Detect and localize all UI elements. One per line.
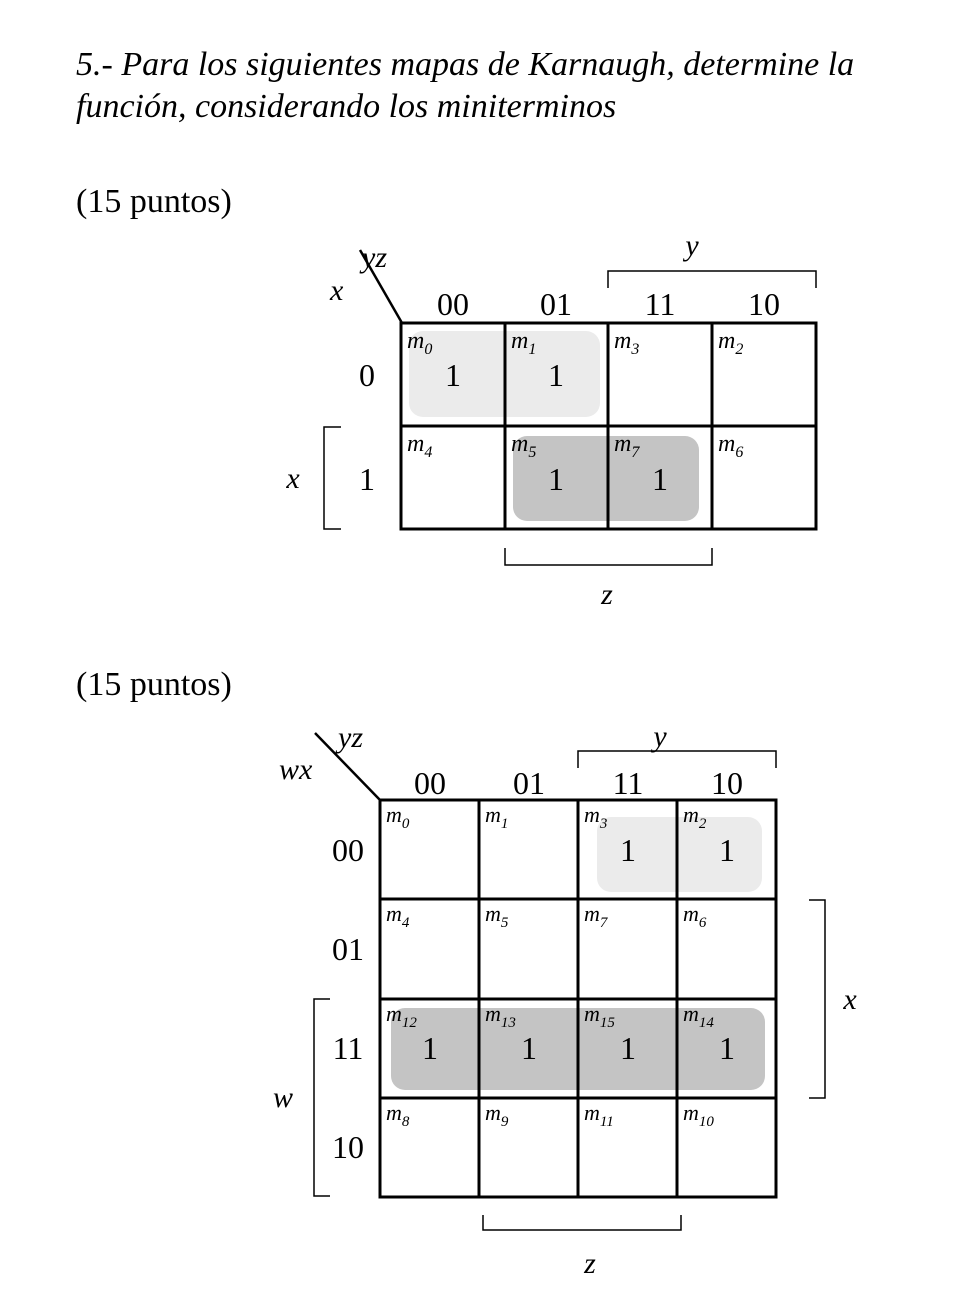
map1-cell-value: 1 [548,461,564,497]
map1-cell-value: 1 [548,357,564,393]
map1-minterm-m: m [407,328,425,354]
map2-minterm-m: m [584,1001,600,1026]
map2-minterm-m: m [485,1100,501,1125]
map2-cell-1-2 [584,901,609,931]
map2-minterm-sub: 8 [401,1114,410,1130]
map1-corner-row-var: x [330,274,344,307]
svg-text:m10 [683,1100,714,1130]
map2-corner-col-var: yz [338,721,363,754]
map2-minterm-m: m [386,1100,402,1125]
map1-minterm-m: m [718,431,736,457]
map2-minterm-m: m [584,802,600,827]
map2-minterm-sub: 15 [599,1015,615,1031]
map2-minterm-sub: 13 [500,1015,516,1031]
svg-text:m11 [584,1100,614,1130]
map2-minterm-m: m [485,802,501,827]
svg-text:m8 [386,1100,410,1130]
svg-text:m1 [485,802,508,832]
map2-minterm-sub: 2 [698,816,707,832]
map2-minterm-sub: 0 [401,816,410,832]
map1-minterm-m: m [407,431,425,457]
map1-row-header-0: 0 [359,357,375,393]
problem-line-2: función, considerando los miniterminos [76,88,617,125]
svg-text:m0 [386,802,410,832]
map1-minterm-m: m [718,328,736,354]
map2-bracket-y [578,751,776,768]
map2-minterm-sub: 9 [500,1114,509,1130]
map2-bracket-w [314,999,330,1196]
map2-col-header-3: 10 [711,765,743,801]
map1-bracket-y-label: y [685,229,699,262]
map2-minterm-m: m [683,1100,699,1125]
map2-corner-row-var: wx [279,753,313,786]
map2-minterm-sub: 1 [500,816,509,832]
map2-cell-3-0 [386,1100,410,1130]
map2-minterm-sub: 6 [698,915,707,931]
map1-col-header-2: 11 [644,286,676,322]
map1-minterm-m: m [614,431,632,457]
svg-text:m3 [584,802,607,832]
svg-text:m9 [485,1100,509,1130]
map2-bracket-z [483,1215,681,1230]
map1-minterm-sub: 5 [528,444,537,461]
map2-col-header-0: 00 [414,765,446,801]
svg-text:m5 [485,901,509,931]
map1-col-header-1: 01 [540,286,572,322]
map2-minterm-m: m [683,802,699,827]
map1-minterm-sub: 4 [424,444,433,461]
map2-cell-value: 1 [719,1030,735,1066]
map2-minterm-sub: 14 [698,1015,714,1031]
map1-minterm-m: m [511,328,529,354]
map2-minterm-m: m [485,901,501,926]
map2-bracket-z-label: z [584,1247,596,1280]
map2-minterm-m: m [485,1001,501,1026]
map2-cell-1-0 [386,901,410,931]
map1-minterm-sub: 1 [528,341,537,358]
map1-minterm-sub: 2 [735,341,744,358]
map2-row-header-3: 10 [332,1129,364,1165]
map2-cell-0-1 [485,802,508,832]
map2-cell-1-1 [485,901,509,931]
svg-text:m12 [386,1001,417,1031]
map2-cell-value: 1 [620,832,636,868]
map1-row-header-1: 1 [359,461,375,497]
problem-line-1: 5.- Para los siguientes mapas de Karnaugh, determine la [76,46,855,83]
map2-minterm-sub: 11 [599,1114,614,1130]
map2-minterm-sub: 12 [401,1015,417,1031]
map2-cell-3-3 [683,1100,714,1130]
map2-minterm-sub: 4 [401,915,410,931]
map1-bracket-z-label: z [601,578,613,611]
map2-bracket-w-label: w [272,1081,294,1114]
map1-points-label: (15 puntos) [76,183,232,220]
map2-cell-3-2 [584,1100,614,1130]
map1-col-header-3: 10 [748,286,780,322]
map2-bracket-x [809,900,825,1098]
map2-minterm-sub: 10 [698,1114,714,1130]
map2-col-header-2: 11 [612,765,644,801]
map2-cell-value: 1 [521,1030,537,1066]
map2-row-header-2: 11 [332,1030,364,1066]
map2-minterm-sub: 3 [599,816,608,832]
map2-bracket-y-label: y [653,720,667,753]
map1-minterm-m: m [614,328,632,354]
map1-minterm-sub: 6 [735,444,744,461]
svg-text:m7 [584,901,609,931]
map2-cell-value: 1 [719,832,735,868]
svg-text:m6 [683,901,707,931]
map2-minterm-m: m [386,802,402,827]
map2-minterm-sub: 5 [500,915,509,931]
map2-bracket-x-label: x [843,983,857,1016]
map1-corner-col-var: yz [362,241,387,274]
map1-minterm-m: m [511,431,529,457]
map2-points-label: (15 puntos) [76,666,232,703]
map2-minterm-m: m [584,1100,600,1125]
map2-col-header-1: 01 [513,765,545,801]
map1-cell-value: 1 [652,461,668,497]
map1-minterm-sub: 3 [631,341,640,358]
map2-minterm-m: m [386,901,402,926]
svg-text:m4 [386,901,410,931]
map2-minterm-sub: 7 [599,915,608,931]
map2-minterm-m: m [584,901,600,926]
map2-row-header-0: 00 [332,832,364,868]
map1-bracket-x-label: x [286,462,300,495]
map1-cell-value: 1 [445,357,461,393]
map2-cell-value: 1 [620,1030,636,1066]
map1-minterm-sub: 0 [424,341,433,358]
map2-cell-0-0 [386,802,410,832]
map2-cell-3-1 [485,1100,509,1130]
map1-minterm-sub: 7 [631,444,640,461]
map2-cell-1-3 [683,901,707,931]
map1-col-header-0: 00 [437,286,469,322]
map2-minterm-m: m [683,1001,699,1026]
map2-minterm-m: m [386,1001,402,1026]
map2-cell-value: 1 [422,1030,438,1066]
map2-minterm-m: m [683,901,699,926]
map2-row-header-1: 01 [332,931,364,967]
